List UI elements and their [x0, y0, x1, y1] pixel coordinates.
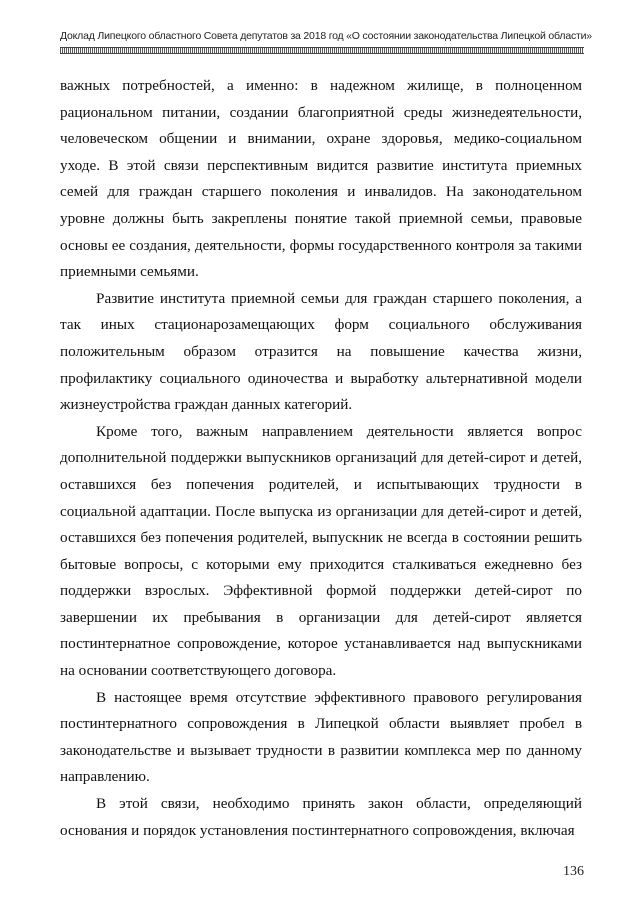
- paragraph: В этой связи, необходимо принять закон области, определяющий основания и порядок установления постинтернатного сопровождения, включая: [60, 795, 582, 839]
- document-body: [60, 73, 582, 844]
- paragraph: В настоящее время отсутствие эффективного правового регулирования постинтернатного сопровождения в Липецкой области выявляет пробел в законодательстве и вызывает трудности в развитии комплекса мер по данному направлению.: [60, 688, 582, 786]
- paragraph: Кроме того, важным направлением деятельности является вопрос дополнительной поддержки выпускников организаций для детей-сирот и детей, оставшихся без попечения родителей, и испытывающих трудности в социальной адаптации. После выпуска из организации для детей-сирот и детей, оставшихся без попечения родителей, выпускник не всегда в состоянии решить бытовые вопросы, с которыми ему приходится сталкиваться ежедневно без поддержки взрослых. Эффективной формой поддержки детей-сирот по завершении их пребывания в организации для детей-сирот является постинтернатное сопровождение, которое устанавливается над выпускниками на основании соответствующего договора.: [60, 422, 582, 680]
- paragraph-continuation: важных потребностей, а именно: в надежном жилище, в полноценном рациональном питании, создании благоприятной среды жизнедеятельности, человеческом общении и внимании, охране здоровья, медико-социальном уходе. В этой связи перспективным видится развитие института приемных семей для граждан старшего поколения и инвалидов. На законодательном уровне должны быть закреплены понятие такой приемной семьи, правовые основы ее создания, деятельности, формы государственного контроля за такими приемными семьями.: [60, 77, 582, 281]
- page-number: 136: [563, 864, 584, 879]
- running-header: Доклад Липецкого областного Совета депутатов за 2018 год «О состоянии законодательства Липецкой области»: [60, 30, 592, 42]
- header-rule: [60, 47, 584, 54]
- paragraph: Развитие института приемной семьи для граждан старшего поколения, а так иных стационарозамещающих форм социального обслуживания положительным образом отразится на повышение качества жизни, профилактику социального одиночества и выработку альтернативной модели жизнеустройства граждан данных категорий.: [60, 289, 582, 414]
